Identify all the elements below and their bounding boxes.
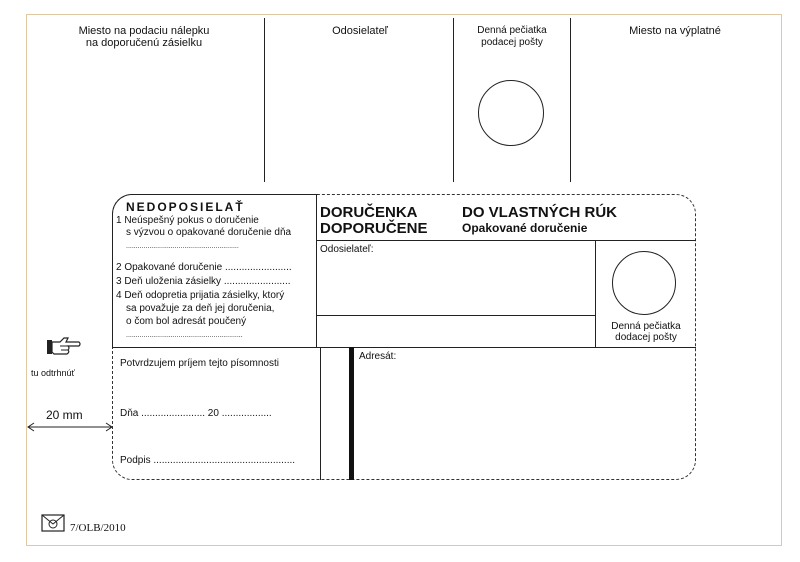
signature-line: Podpis ................................................... — [120, 455, 296, 466]
measure-arrow — [26, 420, 116, 439]
item-4c: o čom bol adresát poučený — [126, 316, 247, 327]
top-divider-2 — [453, 18, 454, 182]
delivery-stamp-label: Denná pečiatka dodacej pošty — [611, 321, 681, 343]
top-divider-3 — [570, 18, 571, 182]
item-1c: .......................................................... — [126, 243, 239, 250]
posting-stamp-circle — [478, 80, 544, 146]
addressee-bar — [349, 347, 354, 480]
item-4b: sa považuje za deň jej doručenia, — [126, 303, 275, 314]
item-1b: s výzvou o opakované doručenie dňa — [126, 227, 292, 238]
item-3: 3 Deň uloženia zásielky ........................ — [116, 276, 291, 287]
card-left-divider — [316, 194, 317, 347]
card-line-3 — [112, 347, 696, 348]
post-horn-envelope-icon — [41, 514, 65, 537]
item-4d: ............................................................ — [126, 332, 243, 339]
card-line-1 — [316, 240, 696, 241]
delivery-stamp-circle — [612, 251, 676, 315]
card-receipt-divider — [320, 347, 321, 480]
item-4a: 4 Deň odopretia prijatia zásielky, ktorý — [116, 290, 285, 301]
confirm-text: Potvrdzujem príjem tejto písomnosti — [120, 358, 279, 369]
postage-heading: Miesto na výplatné — [629, 25, 721, 37]
card-line-2 — [316, 315, 596, 316]
pointing-hand-icon — [46, 334, 82, 363]
title-dorucenka: DORUČENKA — [320, 204, 418, 221]
sender-heading: Odosielateľ — [332, 25, 388, 37]
tear-here-label: tu odtrhnúť — [31, 368, 75, 378]
measure-label: 20 mm — [46, 408, 83, 422]
date-line: Dňa ....................... 20 .................. — [120, 408, 272, 419]
posting-stamp-heading: Denná pečiatka podacej pošty — [477, 25, 547, 48]
do-not-forward-label: NEDOPOSIELAŤ — [126, 200, 245, 214]
label-place-heading: Miesto na podaciu nálepku na doporučenú zásielku — [78, 25, 210, 49]
item-2: 2 Opakované doručenie ........................ — [116, 262, 292, 273]
title-doporucene: DOPORUČENE — [320, 220, 428, 237]
title-do-vlastnych-ruk: DO VLASTNÝCH RÚK — [462, 204, 618, 221]
card-sender-label: Odosielateľ: — [320, 244, 374, 255]
title-opakovane: Opakované doručenie — [462, 221, 588, 235]
top-divider-1 — [264, 18, 265, 182]
item-1a: 1 Neúspešný pokus o doručenie — [116, 215, 259, 226]
form-code: 7/OLB/2010 — [70, 522, 126, 534]
card-stamp-divider — [595, 240, 596, 347]
addressee-label: Adresát: — [359, 351, 397, 362]
